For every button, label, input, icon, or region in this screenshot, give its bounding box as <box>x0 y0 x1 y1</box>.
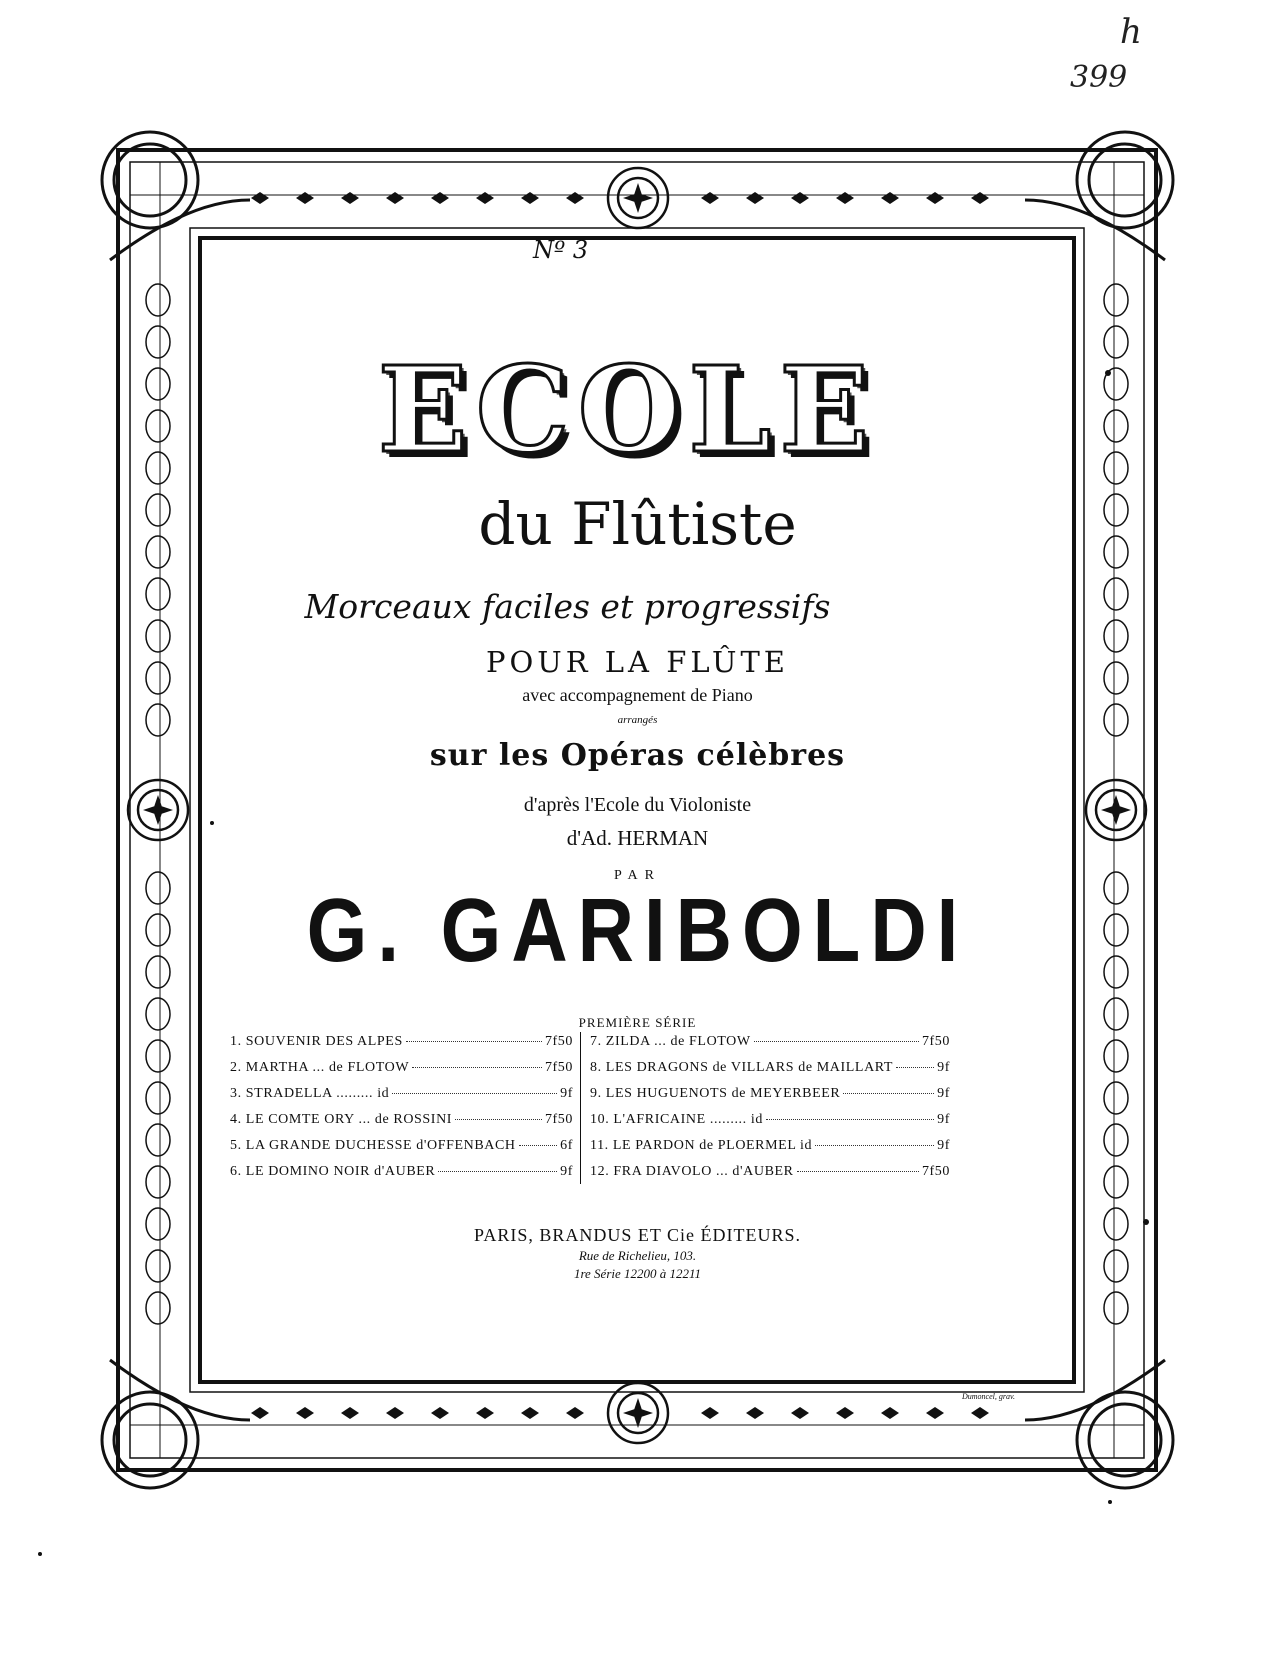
ornament-motif <box>146 1166 170 1198</box>
ornament-motif <box>836 1407 854 1419</box>
ornament-motif <box>1104 1124 1128 1156</box>
ornament-motif <box>521 1407 539 1419</box>
cover-subtitle: Morceaux faciles et progressifs <box>304 587 831 626</box>
par-line: PAR <box>614 868 661 883</box>
piece-item: 8. LES DRAGONS de VILLARS de MAILLART 9f <box>590 1060 950 1075</box>
piece-item: 11. LE PARDON de PLOERMEL id 9f <box>590 1138 950 1153</box>
ornament-motif <box>1104 1166 1128 1198</box>
arranged-line: arrangés <box>617 714 658 726</box>
manuscript-mark: h <box>1120 12 1142 52</box>
manuscript-number: 399 <box>1070 60 1128 95</box>
instrument-line: POUR LA FLÛTE <box>486 645 789 679</box>
piece-item: 5. LA GRANDE DUCHESSE d'OFFENBACH 6f <box>230 1138 573 1153</box>
ornament-motif <box>836 192 854 204</box>
piece-item: 10. L'AFRICAINE ......... id 9f <box>590 1112 950 1127</box>
engraver-credit: Dumoncel, grav. <box>962 1392 1015 1401</box>
ornament-motif <box>386 1407 404 1419</box>
ornament-motif <box>1104 1082 1128 1114</box>
ornament-motif <box>296 1407 314 1419</box>
ornament-motif <box>146 1082 170 1114</box>
ornament-motif <box>791 192 809 204</box>
piece-item: 6. LE DOMINO NOIR d'AUBER 9f <box>230 1164 573 1179</box>
ornament-motif <box>476 192 494 204</box>
accompaniment-line: avec accompagnement de Piano <box>522 685 753 705</box>
cover-number: Nº 3 <box>533 236 589 264</box>
ornament-motif <box>566 192 584 204</box>
ornament-motif <box>296 192 314 204</box>
ornament-motif <box>431 192 449 204</box>
ornament-motif <box>971 1407 989 1419</box>
ornament-motif <box>146 1292 170 1324</box>
ornament-motif <box>926 192 944 204</box>
piece-item: 9. LES HUGUENOTS de MEYERBEER 9f <box>590 1086 950 1101</box>
piece-item: 1. SOUVENIR DES ALPES 7f50 <box>230 1034 573 1049</box>
ornament-motif <box>476 1407 494 1419</box>
ornament-motif <box>701 1407 719 1419</box>
publisher-address: Rue de Richelieu, 103. <box>578 1248 697 1263</box>
catalog-numbers: 1re Série 12200 à 12211 <box>573 1266 702 1281</box>
ornament-motif <box>341 192 359 204</box>
ornament-motif <box>1104 1040 1128 1072</box>
ornament-motif <box>1104 1292 1128 1324</box>
ornament-motif <box>566 1407 584 1419</box>
piece-item: 4. LE COMTE ORY ... de ROSSINI 7f50 <box>230 1112 573 1127</box>
ornament-motif <box>386 192 404 204</box>
ornament-motif <box>146 1040 170 1072</box>
piece-item: 7. ZILDA ... de FLOTOW 7f50 <box>590 1034 950 1049</box>
column-divider <box>580 1032 581 1184</box>
ornament-motif <box>701 192 719 204</box>
ornament-motif <box>971 192 989 204</box>
ornament-motif <box>746 1407 764 1419</box>
operas-line: sur les Opéras célèbres <box>429 738 846 773</box>
ornament-motif <box>251 1407 269 1419</box>
after-author: d'Ad. HERMAN <box>566 826 709 850</box>
ornament-motif <box>521 192 539 204</box>
piece-item: 2. MARTHA ... de FLOTOW 7f50 <box>230 1060 573 1075</box>
ornament-motif <box>881 192 899 204</box>
ornament-motif <box>926 1407 944 1419</box>
ornament-motif <box>791 1407 809 1419</box>
serie-heading: PREMIÈRE SÉRIE <box>578 1015 697 1030</box>
ornament-motif <box>251 192 269 204</box>
cover-title: ECOLE <box>377 340 878 479</box>
cover-title-line2: du Flûtiste <box>478 490 797 558</box>
ornament-motif <box>431 1407 449 1419</box>
piece-item: 3. STRADELLA ......... id 9f <box>230 1086 573 1101</box>
composer-name: G. GARIBOLDI <box>306 879 969 981</box>
ornament-motif <box>146 284 170 316</box>
ornament-motif <box>341 1407 359 1419</box>
after-line: d'après l'Ecole du Violoniste <box>523 794 752 816</box>
ornament-motif <box>746 192 764 204</box>
piece-item: 12. FRA DIAVOLO ... d'AUBER 7f50 <box>590 1164 950 1179</box>
ornament-motif <box>146 1124 170 1156</box>
publisher-line: PARIS, BRANDUS ET Cie ÉDITEURS. <box>473 1225 802 1245</box>
ornament-motif <box>1104 284 1128 316</box>
ornament-motif <box>881 1407 899 1419</box>
